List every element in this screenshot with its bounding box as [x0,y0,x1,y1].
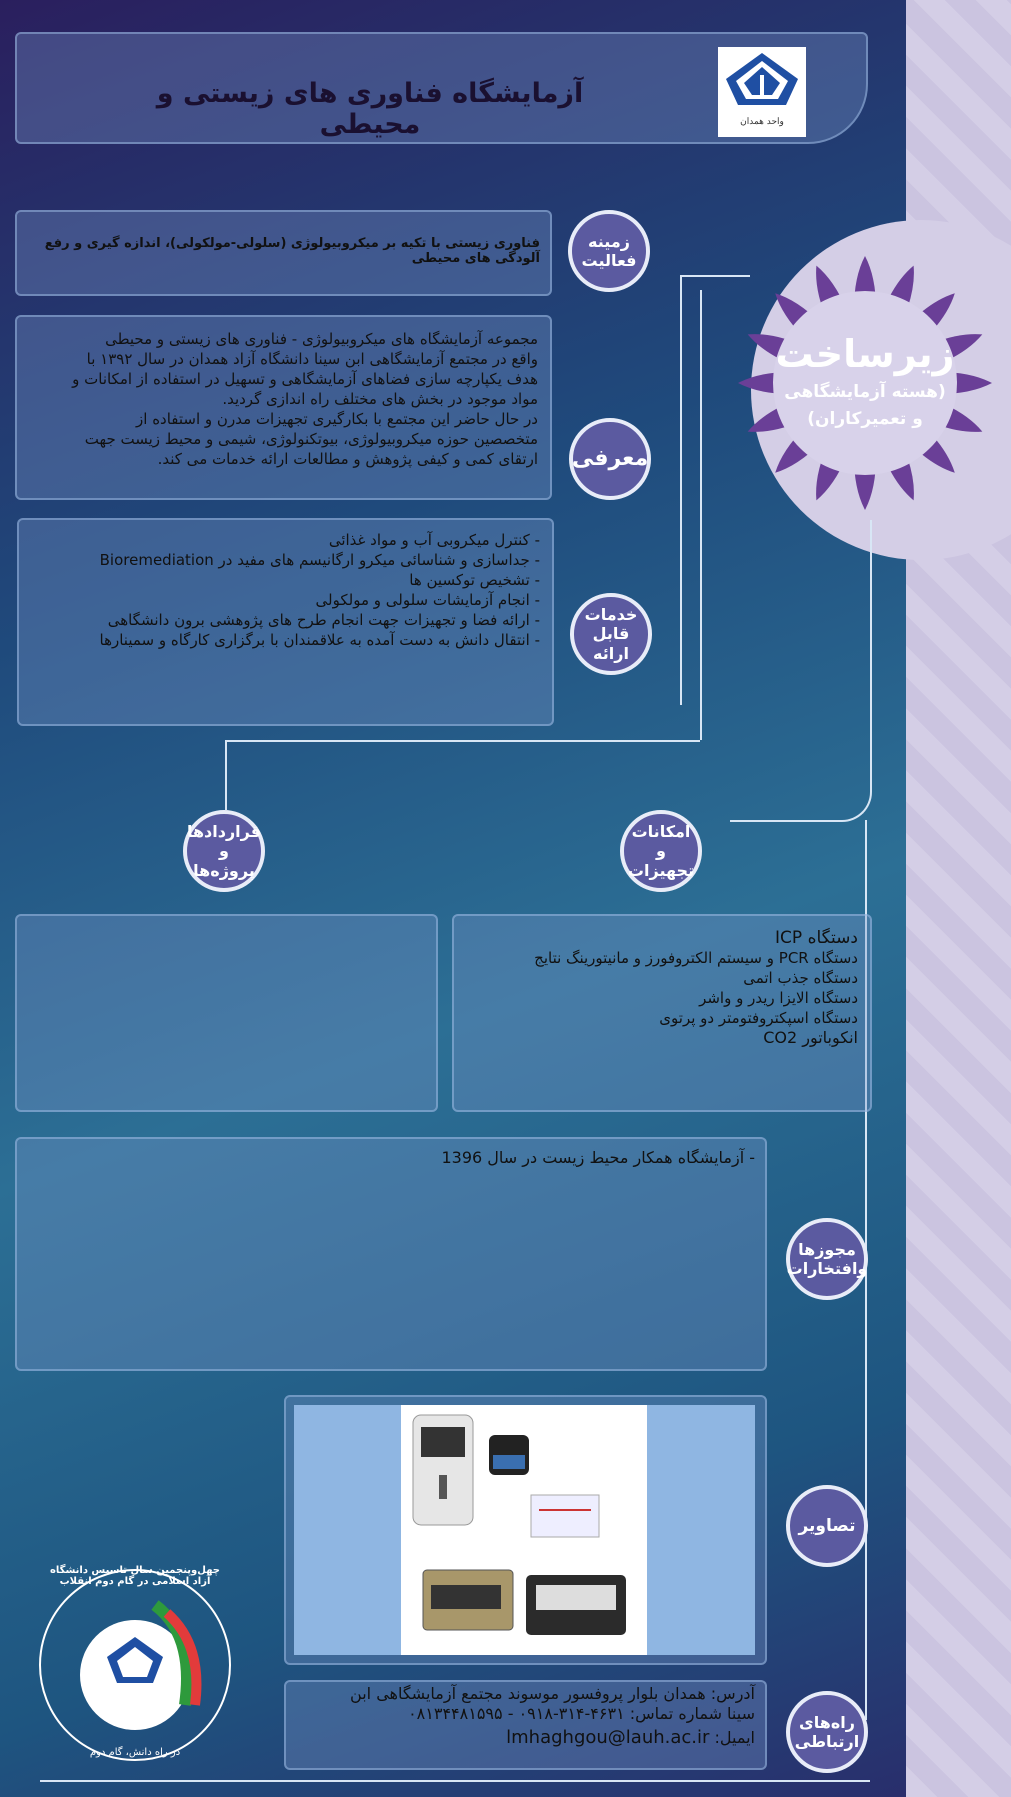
service-item: - ارائه فضا و تجهیزات جهت انجام طرح های پژوهشی برون دانشگاهی [107,611,540,629]
contact-email[interactable]: lmhaghgou@lauh.ac.ir [506,1727,710,1748]
intro-label: معرفی [571,445,649,471]
equipment-item: دستگاه اسپکتروفتومتر دو پرتوی [659,1009,858,1027]
connector-line [225,740,227,810]
banner-title: زیرساخت [775,332,955,376]
equipment-item: دستگاه الایزا ریدر و واشر [699,989,858,1007]
university-logo [718,47,806,137]
intro-line: متخصصین حوزه میکروبیولوژی، بیوتکنولوژی، شیمی و محیط زیست جهت [84,430,538,448]
services-list [35,530,540,650]
banner-subtitle-1: (هسته آزمایشگاهی [784,382,946,402]
connector-line [730,520,872,822]
contact-email-row [300,1728,755,1748]
equipment-item: دستگاه PCR و سیستم الکتروفورز و مانیتورینگ نتایج [534,949,858,967]
equipment-circle [620,810,702,892]
connector-line [225,740,700,742]
contact-email-label: ایمیل: [714,1728,755,1747]
service-item: - کنترل میکروبی آب و مواد غذائی [328,531,540,549]
intro-line: واقع در مجتمع آزمایشگاهی ابن سینا دانشگاه آزاد همدان در سال ۱۳۹۲ با [86,350,538,368]
contact-address-2: سینا شماره تماس: ۴۶۳۱-۳۱۴-۰۹۱۸ - ۰۸۱۳۴۴۸۱۵۹۵ [408,1704,755,1723]
equipment-label-1: امکانات و [631,822,691,861]
emblem-bottom-text: در راه دانش، گام دوم [89,1747,181,1758]
activity-text: فناوری زیستی با تکیه بر میکروبیولوژی (سلولی-مولکولی)، اندازه گیری و رفع آلودگی های محیطی [44,236,540,266]
equipment-item: دستگاه جذب اتمی [743,969,858,987]
contact-address-1: آدرس: همدان بلوار پروفسور موسوند مجتمع آزمایشگاهی ابن [350,1684,755,1703]
anniversary-emblem [35,1565,235,1770]
emblem-ring-text: چهل‌وپنجمین سال تاسیس دانشگاه آزاد اسلامی در گام دوم انقلاب [49,1565,220,1587]
service-item: - انتقال دانش به دست آمده به علاقمندان با برگزاری کارگاه و سمینارها [99,631,540,649]
service-item: - جداسازی و شناسائی میکرو ارگانیسم های مفید در Bioremediation [99,551,540,569]
licenses-text: - آزمایشگاه همکار محیط زیست در سال 1396 [441,1148,755,1167]
intro-line: ارتقای کمی و کیفی پژوهش و مطالعات ارائه خدمات می کند. [157,450,538,468]
page-title: آزمایشگاه فناوری های زیستی و محیطی [156,78,584,140]
intro-line: مواد موجود در بخش های مختلف راه اندازی گردید. [222,390,538,408]
activity-label-1: زمینه [588,231,630,251]
banner-text [760,330,970,432]
licenses-label-2: وافتخارات [786,1259,868,1278]
equipment-item: انکوباتور CO2 [763,1028,858,1047]
lab-devices-illustration [401,1405,647,1655]
licenses-label-1: مجوزها [798,1239,856,1259]
services-label-1: خدمات [584,605,638,625]
licenses-circle [786,1218,868,1300]
intro-line: هدف یکپارچه سازی فضاهای آزمایشگاهی و تسهیل در استفاده از امکانات و [72,370,538,388]
activity-label-2: فعالیت [581,251,637,270]
contact-text [300,1684,755,1748]
images-circle [786,1485,868,1567]
connector-line [40,1780,870,1782]
connector-line [680,275,682,705]
connector-line [700,290,702,740]
intro-circle [569,418,651,500]
contracts-circle [183,810,265,892]
intro-text [30,329,538,469]
contracts-label-1: قراردادها و [186,822,262,861]
logo-caption: واحد همدان [740,117,784,127]
activity-circle [568,210,650,292]
contact-circle [786,1691,868,1773]
services-label-2: قابل ارائه [592,624,630,663]
equipment-item: دستگاه ICP [775,928,858,948]
service-item: - انجام آزمایشات سلولی و مولکولی [315,591,540,609]
intro-line: در حال حاضر این مجتمع با بکارگیری تجهیزات مدرن و استفاده از [136,410,538,428]
equipment-label-2: تجهیزات [627,860,695,880]
banner-subtitle-2: و تعمیرکاران) [807,409,923,429]
contracts-panel [15,914,438,1112]
equipment-photo [401,1405,647,1655]
contact-label-1: راه‌های [799,1712,855,1732]
service-item: - تشخیص توکسین ها [409,571,540,589]
images-label: تصاویر [798,1515,856,1536]
contracts-label-2: پروژه‌ها [193,860,255,880]
licenses-panel [15,1137,767,1371]
intro-line: مجموعه آزمایشگاه های میکروبیولوژی - فناوری های زیستی و محیطی [105,330,538,348]
services-circle [570,593,652,675]
images-area [294,1405,755,1655]
contact-label-2: ارتباطی [794,1732,860,1751]
equipment-list [468,928,858,1048]
